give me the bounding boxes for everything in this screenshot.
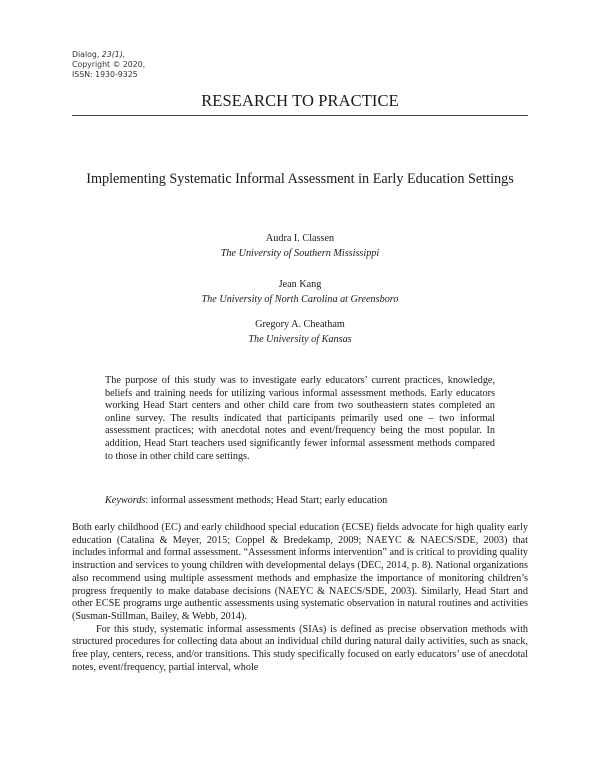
author-affiliation: The University of Southern Mississippi	[220, 247, 380, 259]
copyright-line: Copyright © 2020,	[72, 60, 146, 70]
keywords-label: Keywords	[105, 495, 146, 506]
body-paragraph: For this study, systematic informal assessments (SIAs) is defined as precise observation methods with structured procedures for collecting data about an individual child during natural daily activities, such as snack, free play, centers, recess, and/or transitions. This study specifically focused on early educators’ use of anecdotal notes, event/frequency, partial interval, whole	[72, 623, 528, 673]
author-block	[72, 318, 528, 347]
article-title: Implementing Systematic Informal Assessment in Early Education Settings	[86, 171, 514, 187]
body-paragraph: Both early childhood (EC) and early childhood special education (ECSE) fields advocate for high quality early education (Catalina & Meyer, 2015; Coppel & Bredekamp, 2009; NAEYC & NAECS/SDE, 2003) that includes informal and formal assessment. “Assessment informs intervention” and is critical to providing quality instruction and services to young children with developmental delays (DEC, 2014, p. 8). National organizations also recommend using multiple assessment methods and emphasize the importance of monitoring children’s progress frequently to make database decisions (NAEYC & NAECS/SDE, 2003). Similarly, Head Start and other ECSE programs urge authentic assessments using systematic observation in natural routines and activities (Susman-Stillman, Bailey, & Webb, 2014).	[72, 522, 528, 622]
keywords	[105, 495, 495, 506]
author-name: Audra I. Classen	[265, 233, 335, 244]
issn-line: ISSN: 1930-9325	[72, 70, 138, 80]
abstract: The purpose of this study was to investigate early educators’ current practices, knowledge, beliefs and training needs for utilizing various informal assessment methods. Early educators working Head Start centers and other child care from two southeastern states completed an online survey. The results indicated that participants primarily used one – two informal assessment practices; with anecdotal notes and event/frequency being the most popular. In addition, Head Start teachers used significantly fewer informal assessment methods compared to those in other child care settings.	[105, 375, 495, 462]
journal-citation	[72, 50, 145, 60]
journal-header	[72, 50, 145, 81]
journal-name: Dialog,	[72, 50, 100, 59]
keywords-text: : informal assessment methods; Head Start; early education	[145, 495, 388, 506]
author-affiliation: The University of North Carolina at Greensboro	[201, 293, 399, 305]
section-title: RESEARCH TO PRACTICE	[72, 91, 528, 116]
journal-volume: 23(1),	[101, 50, 126, 59]
author-block	[72, 278, 528, 307]
body-text	[72, 522, 528, 674]
author-affiliation: The University of Kansas	[248, 333, 352, 345]
author-block	[72, 232, 528, 261]
author-name: Jean Kang	[278, 279, 322, 290]
author-name: Gregory A. Cheatham	[255, 319, 345, 330]
